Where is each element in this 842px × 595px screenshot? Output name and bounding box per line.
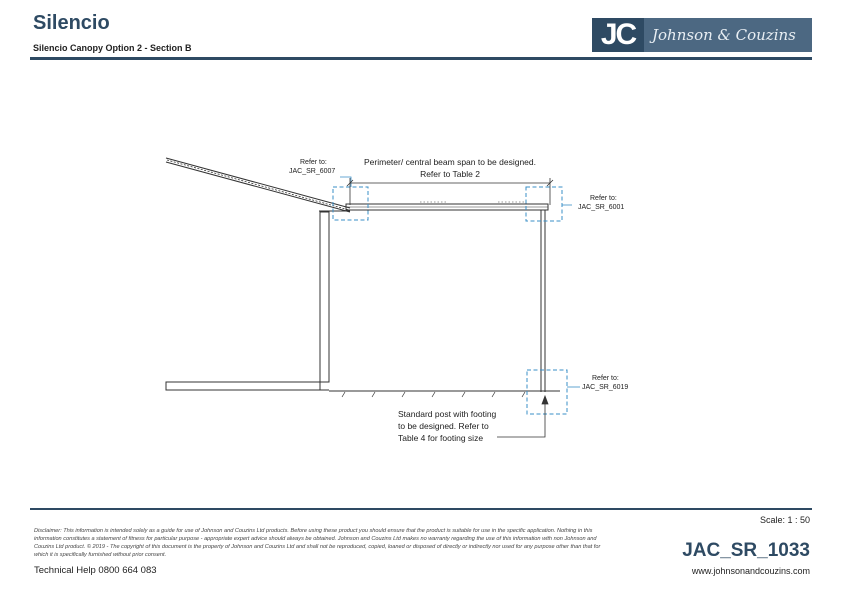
- logo-wordmark: Johnson & Couzins: [644, 18, 812, 52]
- page-title: Silencio: [33, 12, 110, 34]
- post-note-leader: [497, 396, 548, 437]
- footer-divider: [30, 508, 812, 510]
- ref-label-6007-line1: Refer to:: [300, 159, 327, 166]
- website-link[interactable]: www.johnsonandcouzins.com: [691, 566, 810, 576]
- logo-mark: JC: [592, 18, 644, 52]
- ref-label-6001-line2: JAC_SR_6001: [578, 204, 625, 211]
- drawing-scale: Scale: 1 : 50: [759, 515, 810, 525]
- drawing-code: JAC_SR_1033: [682, 540, 810, 561]
- post-note-line3: Table 4 for footing size: [398, 433, 484, 443]
- perimeter-beam: [346, 202, 548, 210]
- ground-line: [166, 382, 560, 397]
- drawing-subtitle: Silencio Canopy Option 2 - Section B: [33, 43, 192, 53]
- post-note-line2: to be designed. Refer to: [398, 421, 489, 431]
- ref-label-6007-line2: JAC_SR_6007: [289, 168, 336, 175]
- detail-callouts: [333, 187, 567, 414]
- existing-wall: [319, 211, 350, 382]
- canopy-roof: [166, 158, 350, 212]
- post-note-line1: Standard post with footing: [398, 409, 497, 419]
- ref-label-6001-line1: Refer to:: [590, 195, 617, 202]
- callout-box-6019: [527, 370, 567, 414]
- technical-help: Technical Help 0800 664 083: [34, 565, 157, 576]
- beam-span-dimension: [347, 178, 553, 205]
- ref-label-6019-line2: JAC_SR_6019: [582, 384, 629, 391]
- beam-note-line1: Perimeter/ central beam span to be designed.: [364, 157, 536, 167]
- callout-leaders: [340, 177, 580, 387]
- beam-note-line2: Refer to Table 2: [420, 169, 480, 179]
- ref-label-6019-line1: Refer to:: [592, 375, 619, 382]
- disclaimer-text: Disclaimer: This information is intended solely as a guide for use of Johnson and Couzins Ltd products. Before using these product you should ensure that the product is suitable for use in the specific application. Nothing in this information constitutes a statement of fitness for particular purpose - appropriate expert advice should always be obtained. Johnson and Couzins Ltd makes no warranty regarding the use of this information with non Johnson and Couzins Ltd product. © 2019 - The copyright of this document is the property of Johnson and Couzins Ltd and shall not be reproduced, copied, loaned or disposed of directly or indirectly nor used for any purpose other than that for which it is specifically furnished without prior consent.: [34, 528, 601, 558]
- standard-post: [541, 210, 545, 392]
